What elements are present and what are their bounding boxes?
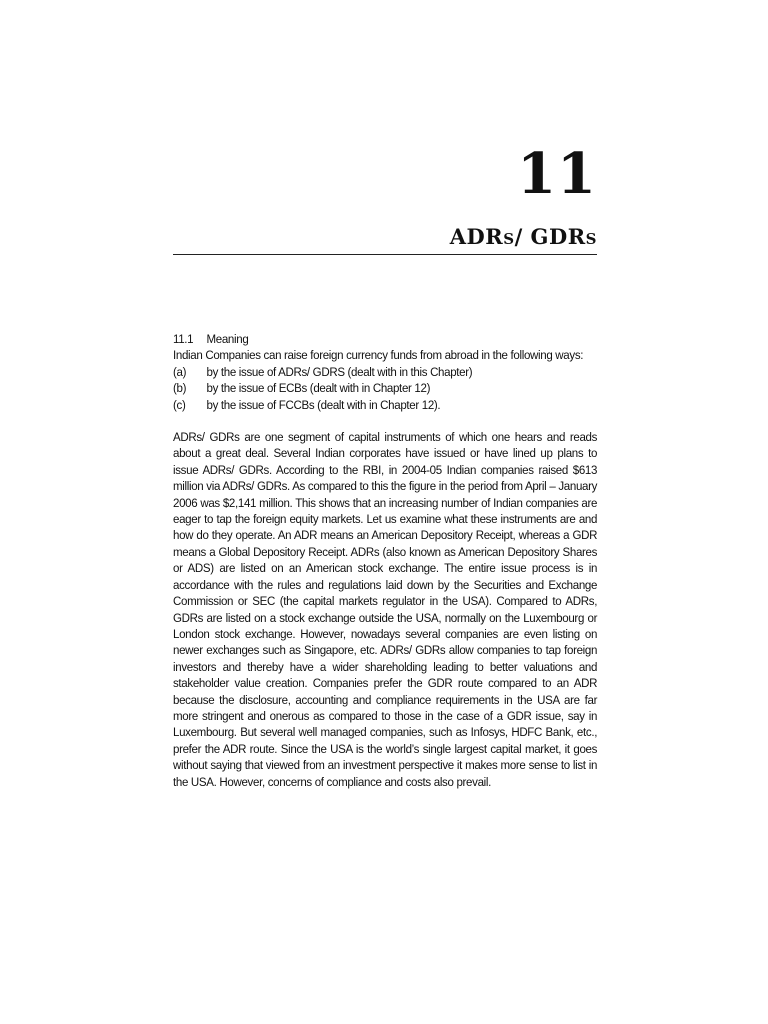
chapter-number: 11: [517, 141, 597, 207]
title-divider: [173, 254, 597, 255]
list-item: [173, 364, 597, 380]
chapter-body: [173, 331, 597, 790]
list-item-text: by the issue of ECBs (dealt with in Chapter 12): [206, 381, 431, 396]
section-intro: Indian Companies can raise foreign currency funds from abroad in the following ways:: [173, 348, 584, 363]
list-item-text: by the issue of FCCBs (dealt with in Chapter 12).: [206, 397, 441, 412]
list-item-text: by the issue of ADRs/ GDRS (dealt with in this Chapter): [206, 364, 473, 379]
list-item: [173, 380, 597, 396]
chapter-title-part: S: [585, 230, 597, 248]
section-number: 11.1: [173, 332, 194, 346]
list-item-marker: (b): [173, 381, 187, 396]
section-heading: [173, 331, 597, 347]
body-paragraph: ADRs/ GDRs are one segment of capital instruments of which one hears and reads about a great deal. Several Indian corporates have issued or have lined up plans to issue ADRs/ GDRs. According to the RBI, in 2004-05 Indian companies raised $613 million via ADRs/ GDRs. As compared to this the figure in the period from April – January 2006 was $2,141 million. This shows that an increasing number of Indian companies are eager to tap the foreign equity markets. Let us examine what these instruments are and how do they operate. An ADR means an American Depository Receipt, whereas a GDR means a Global Depository Receipt. ADRs (also known as American Depository Shares or ADS) are listed on an American stock exchange. The entire issue process is in accordance with the rules and regulations laid down by the Securities and Exchange Commission or SEC (the capital markets regulator in the USA). Compared to ADRs, GDRs are listed on a stock exchange outside the USA, normally on the Luxembourg or London stock exchange. However, nowadays several companies are even listing on newer exchanges such as Singapore, etc. ADRs/ GDRs allow companies to tap foreign investors and thereby have a wider shareholding leading to better valuations and stakeholder value creation. Companies prefer the GDR route compared to an ADR because the disclosure, accounting and compliance requirements in the USA are far more stringent and onerous as compared to those in the case of a GDR issue, say in Luxembourg. But several well managed companies, such as Infosys, HDFC Bank, etc., prefer the ADR route. Since the USA is the world’s single largest capital market, it goes without saying that viewed from an investment perspective it makes more sense to list in the USA. However, concerns of compliance and costs also prevail.: [173, 430, 598, 789]
chapter-title-part: S: [503, 230, 515, 248]
list-item: [173, 397, 597, 413]
chapter-title-part: / GDR: [514, 224, 586, 249]
chapter-title-part: ADR: [449, 224, 504, 249]
funding-methods-list: [173, 364, 597, 413]
chapter-title: [450, 226, 597, 247]
list-item-marker: (a): [173, 364, 187, 379]
section-heading-text: Meaning: [206, 332, 249, 346]
list-item-marker: (c): [173, 397, 186, 412]
